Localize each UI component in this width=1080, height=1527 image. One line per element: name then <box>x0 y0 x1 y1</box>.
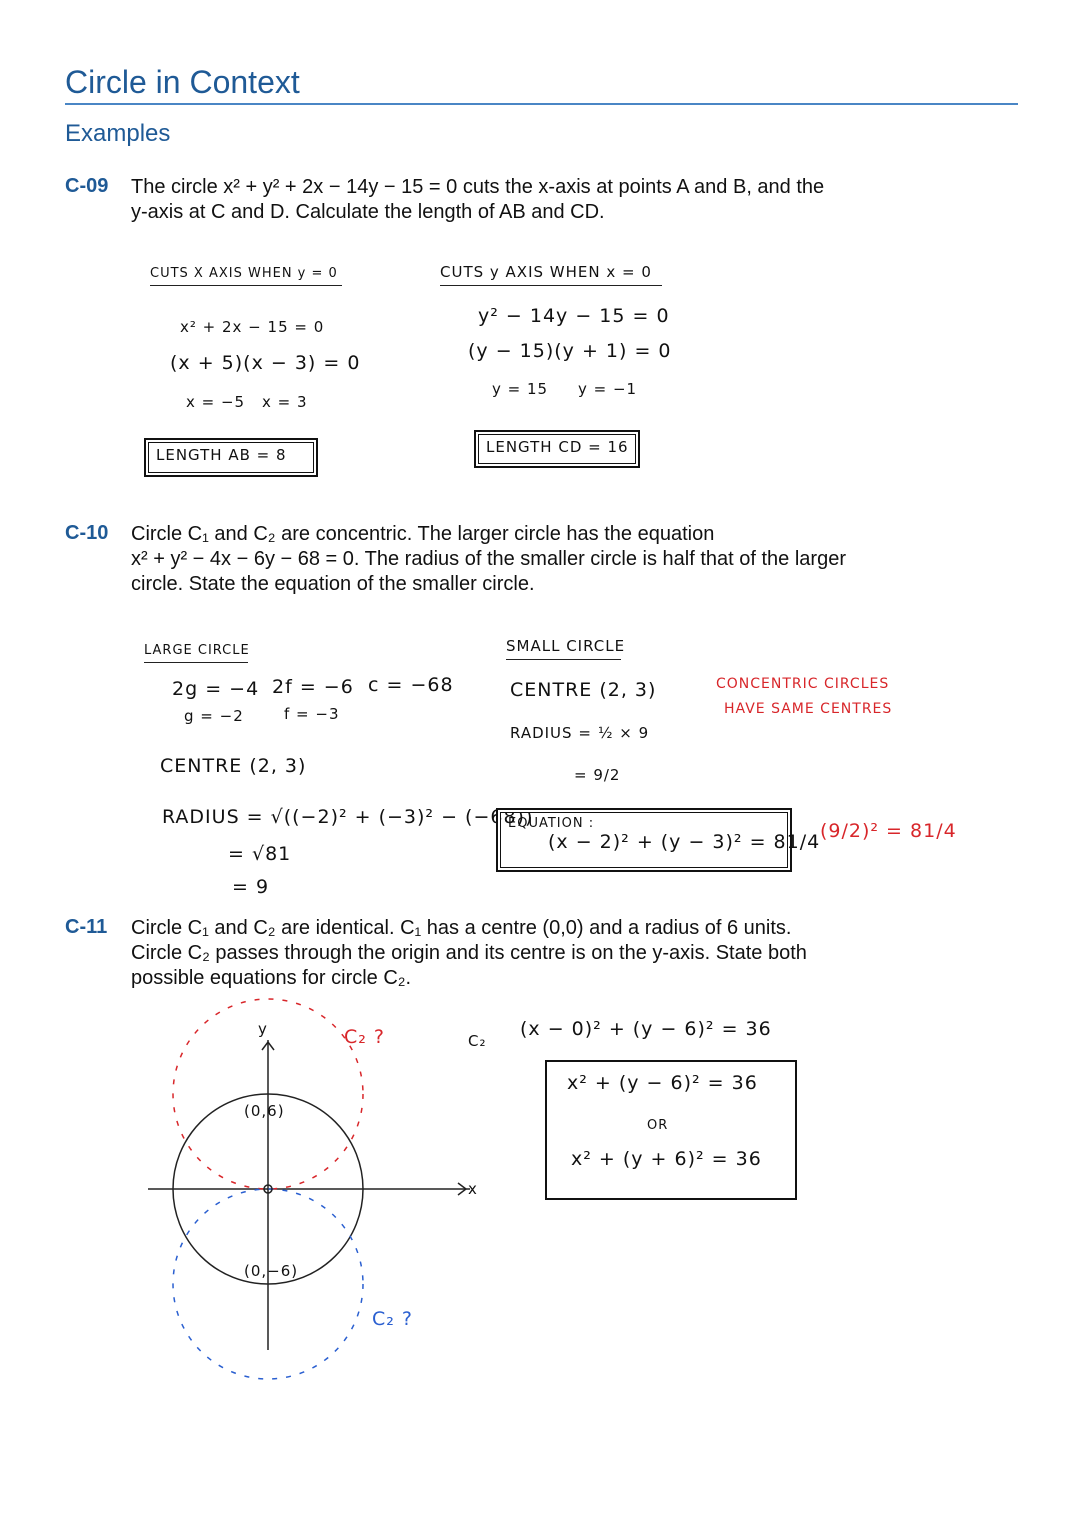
work-line: x = 3 <box>262 393 308 411</box>
work-heading: CUTS y AXIS WHEN x = 0 <box>440 263 662 286</box>
note-calc: (9/2)² = 81/4 <box>820 820 957 842</box>
work-line: c = −68 <box>368 674 454 696</box>
section-heading: Examples <box>65 120 171 147</box>
work-line: x² + 2x − 15 = 0 <box>180 318 325 336</box>
work-line: = 9 <box>232 876 270 898</box>
y-axis-label: y <box>258 1020 268 1038</box>
question-line: Circle C₁ and C₂ are concentric. The larger circle has the equation <box>131 523 715 545</box>
answer-box: LENGTH AB = 8 <box>144 438 318 477</box>
work-line: ½ × 9 <box>598 724 650 742</box>
work-line: RADIUS = <box>510 724 592 742</box>
point-label: (0,6) <box>244 1102 285 1120</box>
question-line: y-axis at C and D. Calculate the length of AB and CD. <box>131 201 605 223</box>
work-heading: CUTS X AXIS WHEN y = 0 <box>150 266 342 286</box>
or-label: OR <box>647 1118 669 1133</box>
work-heading: LARGE CIRCLE <box>144 643 248 663</box>
question-line: Circle C₁ and C₂ are identical. C₁ has a centre (0,0) and a radius of 6 units. <box>131 917 792 939</box>
question-line: possible equations for circle C₂. <box>131 967 412 989</box>
work-line: = 9/2 <box>574 766 621 784</box>
equation: (x − 2)² + (y − 3)² = 81/4 <box>548 831 821 853</box>
note-line: HAVE SAME CENTRES <box>724 701 893 717</box>
work-line: 2g = −4 <box>172 678 260 700</box>
work-line: (x + 5)(x − 3) = 0 <box>170 352 361 374</box>
question-line: circle. State the equation of the smaller circle. <box>131 573 535 595</box>
equation-label: EQUATION : <box>508 816 595 831</box>
work-line: f = −3 <box>284 705 340 723</box>
work-line: y = −1 <box>578 380 638 398</box>
work-line: 2f = −6 <box>272 676 354 698</box>
work-line: (y − 15)(y + 1) = 0 <box>468 340 672 362</box>
question-line: Circle C₂ passes through the origin and its centre is on the y-axis. State both <box>131 942 807 964</box>
work-line: = √81 <box>228 843 292 865</box>
work-heading: SMALL CIRCLE <box>506 637 621 660</box>
answer-box <box>545 1060 797 1200</box>
question-label: C-09 <box>65 175 109 197</box>
question-line: The circle x² + y² + 2x − 14y − 15 = 0 cuts the x-axis at points A and B, and the <box>131 176 825 198</box>
general-equation: (x − 0)² + (y − 6)² = 36 <box>520 1018 772 1040</box>
answer-equation: x² + (y − 6)² = 36 <box>567 1072 758 1094</box>
work-line: y² − 14y − 15 = 0 <box>478 305 670 327</box>
work-line: RADIUS = √((−2)² + (−3)² − (−68)) <box>162 806 534 828</box>
work-line: CENTRE (2, 3) <box>160 755 307 777</box>
question-line: x² + y² − 4x − 6y − 68 = 0. The radius of the smaller circle is half that of the larger <box>131 548 846 570</box>
c2-top-label: C₂ ? <box>344 1026 386 1048</box>
answer-equation: x² + (y + 6)² = 36 <box>571 1148 762 1170</box>
c2-bottom-label: C₂ ? <box>372 1308 414 1330</box>
page-title: Circle in Context <box>65 64 300 100</box>
work-line: g = −2 <box>184 707 244 725</box>
question-label: C-11 <box>65 916 108 938</box>
point-label: (0,−6) <box>244 1262 299 1280</box>
work-line: x = −5 <box>186 393 246 411</box>
work-line: CENTRE (2, 3) <box>510 679 657 701</box>
work-line: y = 15 <box>492 380 549 398</box>
c2-label: C₂ <box>468 1032 487 1050</box>
answer-box: LENGTH CD = 16 <box>474 430 640 468</box>
note-line: CONCENTRIC CIRCLES <box>716 676 890 692</box>
x-axis-label: x <box>468 1180 478 1198</box>
question-label: C-10 <box>65 522 109 544</box>
